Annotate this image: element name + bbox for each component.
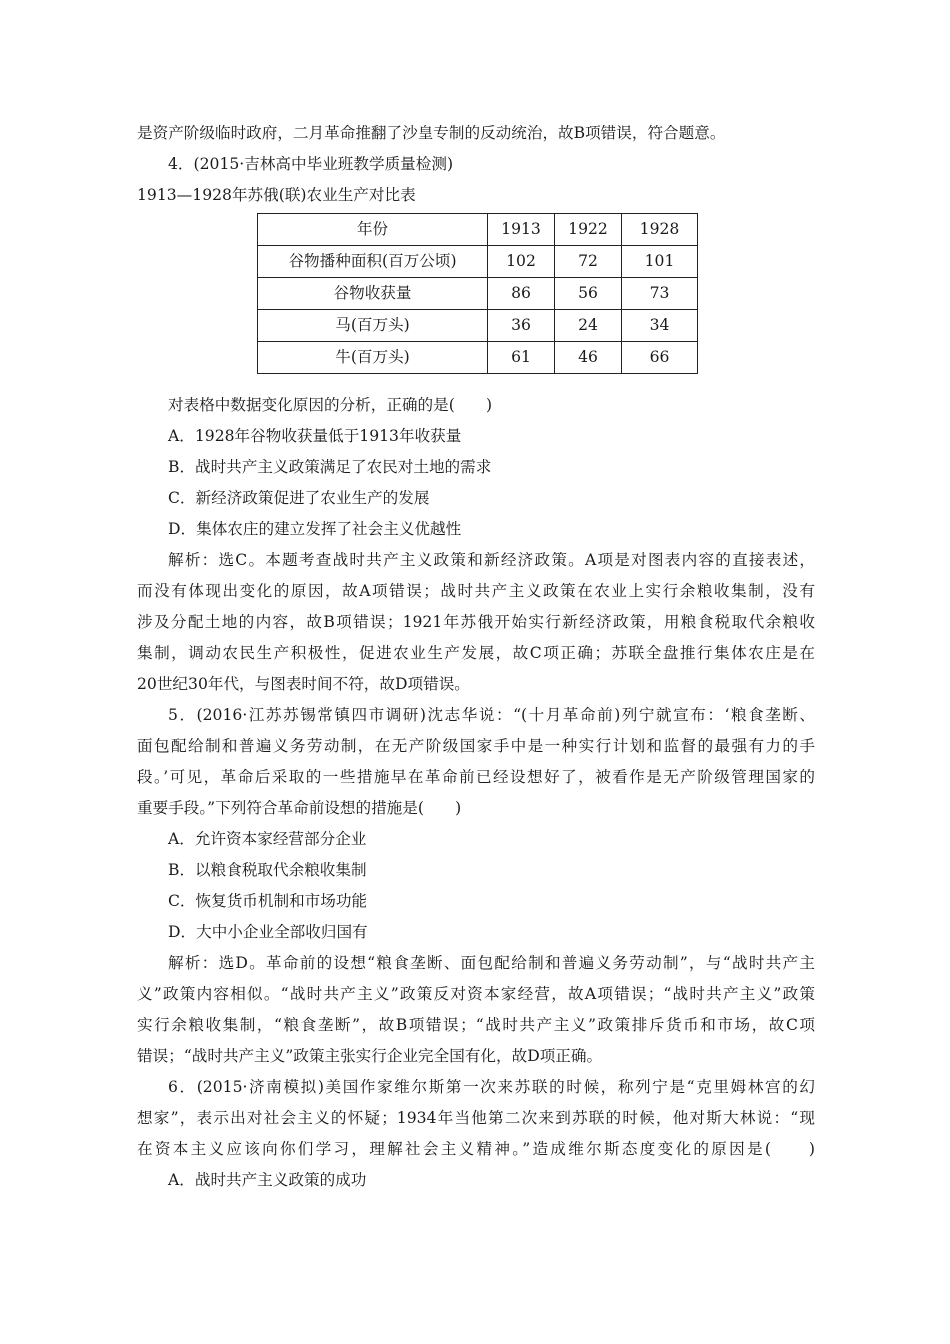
table-cell: 86 [488,278,555,310]
question-4-stem: 对表格中数据变化原因的分析，正确的是( ) [168,396,493,414]
table-row [258,246,698,278]
explanation-line: 解析：选C。本题考查战时共产主义政策和新经济政策。A项是对图表内容的直接表述， [168,551,815,569]
table-cell: 谷物播种面积(百万公顷) [258,246,488,278]
table-header-cell: 1913 [488,214,555,246]
table-cell: 73 [622,278,698,310]
table-cell: 马(百万头) [258,310,488,342]
option-d: D．大中小企业全部收归国有 [168,923,368,941]
table-cell: 34 [622,310,698,342]
option-b: B．战时共产主义政策满足了农民对土地的需求 [168,458,492,476]
option-b: B．以粮食税取代余粮收集制 [168,861,367,879]
explanation-line: 解析：选D。革命前的设想“粮食垄断、面包配给制和普遍义务劳动制”，与“战时共产主 [168,954,815,972]
question-6-line: 在资本主义应该向你们学习，理解社会主义精神。”造成维尔斯态度变化的原因是( ) [137,1140,815,1158]
table-cell: 101 [622,246,698,278]
option-c: C．恢复货币机制和市场功能 [168,892,368,910]
table-row [258,278,698,310]
question-5-line: 5．(2016·江苏苏锡常镇四市调研)沈志华说：“(十月革命前)列宁就宣布：‘粮食垄断、 [168,706,815,724]
table-header-cell: 1928 [622,214,698,246]
explanation-line: 集制，调动农民生产积极性，促进农业生产发展，故C项正确；苏联全盘推行集体农庄是在 [137,644,815,662]
explanation-line: 20世纪30年代，与图表时间不符，故D项错误。 [137,675,470,693]
explanation-line: 涉及分配土地的内容，故B项错误；1921年苏俄开始实行新经济政策，用粮食税取代余粮收 [137,613,815,631]
table-header-cell: 年份 [258,214,488,246]
table-cell: 谷物收获量 [258,278,488,310]
table-caption: 1913—1928年苏俄(联)农业生产对比表 [137,186,416,204]
question-5-line: 面包配给制和普遍义务劳动制，在无产阶级国家手中是一种实行计划和监督的最强有力的手 [137,737,815,755]
explanation-line: 实行余粮收集制，“粮食垄断”，故B项错误；“战时共产主义”政策排斥货币和市场，故C项 [137,1016,815,1034]
agriculture-table [257,213,698,374]
table-cell: 102 [488,246,555,278]
option-a: A．战时共产主义政策的成功 [168,1171,367,1189]
table-cell: 牛(百万头) [258,342,488,374]
table-header-row [258,214,698,246]
text-line: 是资产阶级临时政府，二月革命推翻了沙皇专制的反动统治，故B项错误，符合题意。 [137,124,726,142]
table-cell: 56 [555,278,622,310]
option-a: A．允许资本家经营部分企业 [168,830,367,848]
table-cell: 61 [488,342,555,374]
option-c: C．新经济政策促进了农业生产的发展 [168,489,430,507]
document-page [137,118,815,1196]
question-5-line: 重要手段。”下列符合革命前设想的措施是( ) [137,799,462,817]
table-row [258,342,698,374]
table-cell: 72 [555,246,622,278]
question-5-line: 段。’可见，革命后采取的一些措施早在革命前已经设想好了，被看作是无产阶级管理国家的 [137,768,815,786]
option-a: A．1928年谷物收获量低于1913年收获量 [168,427,462,445]
option-d: D．集体农庄的建立发挥了社会主义优越性 [168,520,462,538]
question-6-line: 想家”，表示出对社会主义的怀疑；1934年当他第二次来到苏联的时候，他对斯大林说：“现 [137,1109,815,1127]
question-4-heading: 4．(2015·吉林高中毕业班教学质量检测) [168,155,454,173]
table-cell: 36 [488,310,555,342]
table-cell: 24 [555,310,622,342]
question-6-line: 6．(2015·济南模拟)美国作家维尔斯第一次来苏联的时候，称列宁是“克里姆林宫的幻 [168,1078,815,1096]
table-cell: 66 [622,342,698,374]
explanation-line: 义”政策内容相似。“战时共产主义”政策反对资本家经营，故A项错误；“战时共产主义”政策 [137,985,815,1003]
table-row [258,310,698,342]
explanation-line: 错误；“战时共产主义”政策主张实行企业完全国有化，故D项正确。 [137,1047,603,1065]
table-cell: 46 [555,342,622,374]
explanation-line: 而没有体现出变化的原因，故A项错误；战时共产主义政策在农业上实行余粮收集制，没有 [137,582,815,600]
table-header-cell: 1922 [555,214,622,246]
